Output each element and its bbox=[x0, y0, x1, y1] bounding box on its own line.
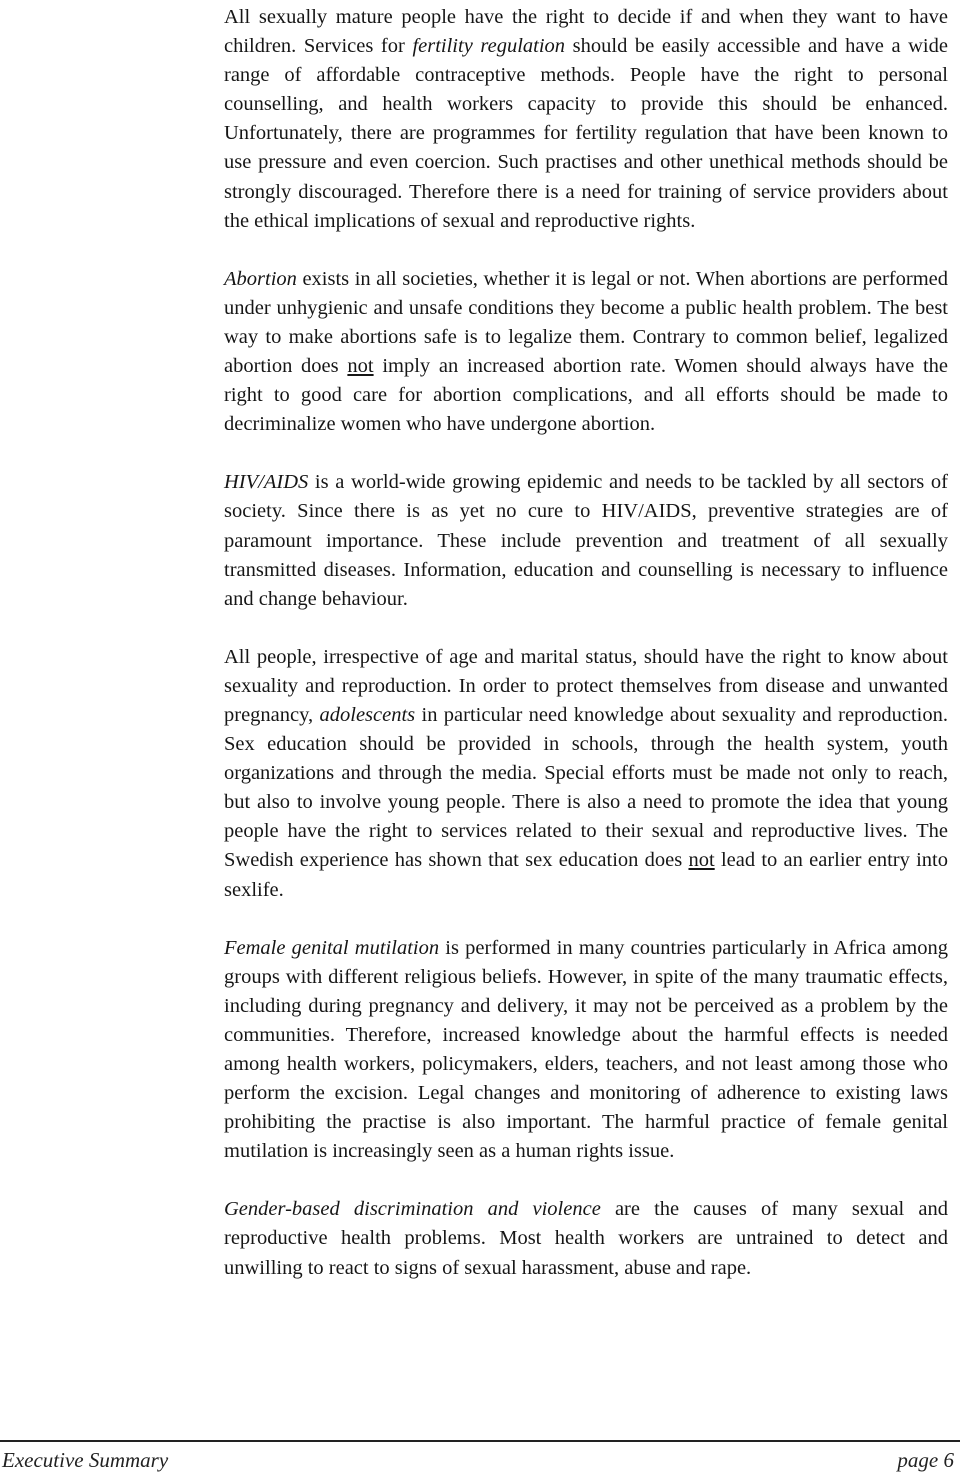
paragraph-fertility-regulation bbox=[224, 3, 948, 236]
paragraph-adolescents bbox=[224, 643, 948, 905]
paragraph-text: is a world-wide growing epidemic and needs to be tackled by all sectors of society. Since there is as yet no cure to HIV/AIDS, preventive strategies are of paramount importance. These include prevention and treatment of all sexually transmitted diseases. Information, education and counselling is necessary to influence and change behaviour. bbox=[224, 471, 948, 610]
paragraph-text: exists in all societies, whether it is legal or not. When abortions are performed under unhygienic and unsafe conditions they become a public health problem. The best way to make abortions safe is to legalize them. Contrary to common belief, legalized abortion does bbox=[224, 267, 948, 378]
paragraph-gender-based-violence bbox=[224, 1195, 948, 1282]
paragraph-hiv-aids bbox=[224, 468, 948, 613]
paragraph-text: in particular need knowledge about sexuality and reproduction. Sex education should be provided in schools, through the health system, youth organizations and through the media. Special efforts must be made not only to reach, but also to involve young people. There is also a need to promote the idea that young people have the right to services related to their sexual and reproductive lives. The Swedish experience has shown that sex education does bbox=[224, 703, 949, 872]
emphasis-term: adolescents bbox=[319, 703, 416, 726]
emphasis-term: Abortion bbox=[224, 267, 297, 290]
paragraph-text: lead to an earlier entry into sexlife. bbox=[224, 849, 949, 901]
emphasis-term: Gender-based discrimination and violence bbox=[224, 1198, 601, 1221]
paragraph-abortion bbox=[224, 265, 948, 440]
paragraph-text: All people, irrespective of age and marital status, should have the right to know about sexuality and reproduction. In order to protect themselves from disease and unwanted pregnancy, bbox=[224, 645, 948, 726]
paragraph-text: is performed in many countries particularly in Africa among groups with different religious beliefs. However, in spite of the many traumatic effects, including during pregnancy and delivery, it may not be perceived as a problem by the communities. Therefore, increased knowledge about the harmful effects is needed among health workers, policymakers, elders, teachers, and not least among those who perform the excision. Legal changes and monitoring of adherence to existing laws prohibiting the practise is also important. The harmful practice of female genital mutilation is increasingly seen as a human rights issue. bbox=[224, 936, 948, 1163]
underlined-word: not bbox=[347, 355, 374, 378]
emphasis-term: Female genital mutilation bbox=[224, 936, 440, 959]
footer-section-title: Executive Summary bbox=[2, 1448, 169, 1472]
emphasis-term: HIV/AIDS bbox=[224, 471, 309, 494]
footer-page-number: page 6 bbox=[897, 1448, 954, 1472]
paragraph-female-genital-mutilation bbox=[224, 934, 948, 1167]
paragraph-text: imply an increased abortion rate. Women should always have the right to good care for abortion complications, and all efforts should be made to decriminalize women who have undergone abortion. bbox=[224, 355, 948, 436]
underlined-word: not bbox=[688, 849, 715, 872]
document-body bbox=[224, 0, 948, 1283]
emphasis-term: fertility regulation bbox=[412, 35, 566, 58]
paragraph-text: All sexually mature people have the right to decide if and when they want to have children. Services for bbox=[224, 6, 948, 58]
footer-divider bbox=[0, 1440, 960, 1442]
paragraph-text: are the causes of many sexual and reproductive health problems. Most health workers are untrained to detect and unwilling to react to signs of sexual harassment, abuse and rape. bbox=[224, 1198, 948, 1279]
paragraph-text: should be easily accessible and have a wide range of affordable contraceptive methods. People have the right to personal counselling, and health workers capacity to provide this should be enhanced. Unfortunately, there are programmes for fertility regulation that have been known to use pressure and even coercion. Such practises and other unethical methods should be strongly discouraged. Therefore there is a need for training of service providers about the ethical implications of sexual and reproductive rights. bbox=[224, 35, 948, 232]
